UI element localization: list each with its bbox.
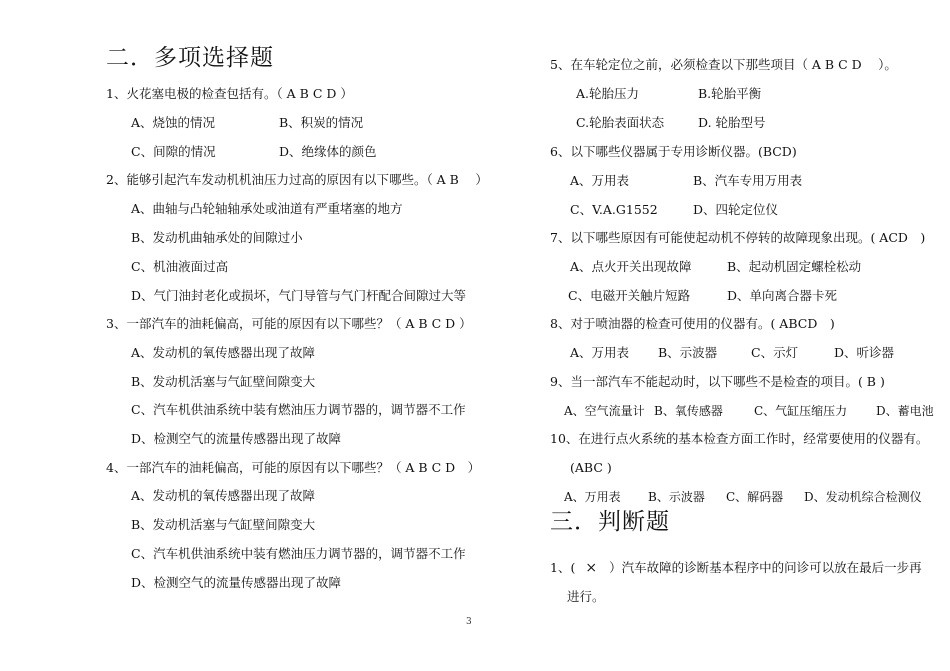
question-2-option-d: D、气门油封老化或损坏，气门导管与气门杆配合间隙过大等 <box>131 288 467 303</box>
question-6-option-b: B、汽车专用万用表 <box>693 173 803 188</box>
question-6-option-a: A、万用表 <box>570 173 630 188</box>
question-5-option-a: A.轮胎压力 <box>576 86 640 101</box>
question-6-option-c: C、V.A.G1552 <box>570 202 658 217</box>
question-6-stem: 6、以下哪些仪器属于专用诊断仪器。(BCD) <box>550 144 797 159</box>
question-5-option-d: D. 轮胎型号 <box>698 115 766 130</box>
question-7-option-d: D、单向离合器卡死 <box>727 288 838 303</box>
question-3-option-c: C、汽车机供油系统中装有燃油压力调节器的，调节器不工作 <box>131 402 466 417</box>
question-3-stem: 3、一部汽车的油耗偏高，可能的原因有以下哪些？（ A B C D ） <box>106 316 472 331</box>
question-10-option-c: C、解码器 <box>726 490 784 504</box>
section-heading-true-false: 三．判断题 <box>550 509 670 535</box>
question-4-stem: 4、一部汽车的油耗偏高，可能的原因有以下哪些？（ A B C D ） <box>106 460 481 475</box>
question-6-option-d: D、四轮定位仪 <box>693 202 779 217</box>
question-8-option-d: D、听诊器 <box>834 345 895 360</box>
question-8-option-c: C、示灯 <box>751 345 799 360</box>
question-5-stem: 5、在车轮定位之前，必须检查以下那些项目（ A B C D ）。 <box>550 57 897 72</box>
question-9-option-d: D、蓄电池 <box>876 404 934 418</box>
tf-answer-mark: × <box>585 560 598 576</box>
question-4-option-c: C、汽车机供油系统中装有燃油压力调节器的，调节器不工作 <box>131 546 466 561</box>
question-10-answer: (ABC ) <box>570 460 612 475</box>
question-7-option-a: A、点火开关出现故障 <box>570 259 692 274</box>
question-9-option-c: C、气缸压缩压力 <box>754 404 848 418</box>
tf-question-1-text: ）汽车故障的诊断基本程序中的问诊可以放在最后一步再 <box>609 560 922 575</box>
question-4-option-a: A、发动机的氧传感器出现了故障 <box>131 488 316 503</box>
question-10-option-b: B、示波器 <box>648 490 705 504</box>
tf-question-1-prefix: 1、( <box>550 560 576 575</box>
question-4-option-d: D、检测空气的流量传感器出现了故障 <box>131 575 342 590</box>
question-10-option-d: D、发动机综合检测仪 <box>804 490 922 504</box>
question-8-option-a: A、万用表 <box>570 345 630 360</box>
question-7-option-b: B、起动机固定螺栓松动 <box>727 259 862 274</box>
page-number: 3 <box>466 617 472 627</box>
question-3-option-d: D、检测空气的流量传感器出现了故障 <box>131 431 342 446</box>
question-9-option-b: B、氧传感器 <box>654 404 723 418</box>
question-7-stem: 7、以下哪些原因有可能使起动机不停转的故障现象出现。( ACD ) <box>550 230 926 245</box>
tf-question-1-continuation: 进行。 <box>567 589 605 604</box>
question-1-stem: 1、火花塞电极的检查包括有。（ A B C D ） <box>106 86 353 101</box>
question-2-stem: 2、能够引起汽车发动机机油压力过高的原因有以下哪些。（ A B ） <box>106 172 488 187</box>
question-1-option-a: A、烧蚀的情况 <box>131 115 216 130</box>
section-heading-multiple-choice: 二．多项选择题 <box>106 45 274 71</box>
question-4-option-b: B、发动机活塞与气缸壁间隙变大 <box>131 517 316 532</box>
question-8-option-b: B、示波器 <box>658 345 718 360</box>
question-1-option-d: D、绝缘体的颜色 <box>279 144 377 159</box>
question-9-option-a: A、空气流量计 <box>564 404 645 418</box>
tf-question-1 <box>550 560 922 576</box>
question-7-option-c: C、电磁开关触片短路 <box>568 288 691 303</box>
question-2-option-c: C、机油液面过高 <box>131 259 229 274</box>
question-3-option-a: A、发动机的氧传感器出现了故障 <box>131 345 316 360</box>
question-10-option-a: A、万用表 <box>564 490 621 504</box>
question-8-stem: 8、对于喷油器的检查可使用的仪器有。( ABCD ) <box>550 316 835 331</box>
question-3-option-b: B、发动机活塞与气缸壁间隙变大 <box>131 374 316 389</box>
question-2-option-a: A、曲轴与凸轮轴轴承处或油道有严重堵塞的地方 <box>131 201 403 216</box>
question-1-option-b: B、积炭的情况 <box>279 115 364 130</box>
question-5-option-b: B.轮胎平衡 <box>698 86 762 101</box>
question-2-option-b: B、发动机曲轴承处的间隙过小 <box>131 230 303 245</box>
question-9-stem: 9、当一部汽车不能起动时，以下哪些不是检查的项目。( B ) <box>550 374 885 389</box>
question-5-option-c: C.轮胎表面状态 <box>576 115 665 130</box>
question-10-stem: 10、在进行点火系统的基本检查方面工作时，经常要使用的仪器有。 <box>550 431 929 446</box>
question-1-option-c: C、间隙的情况 <box>131 144 216 159</box>
